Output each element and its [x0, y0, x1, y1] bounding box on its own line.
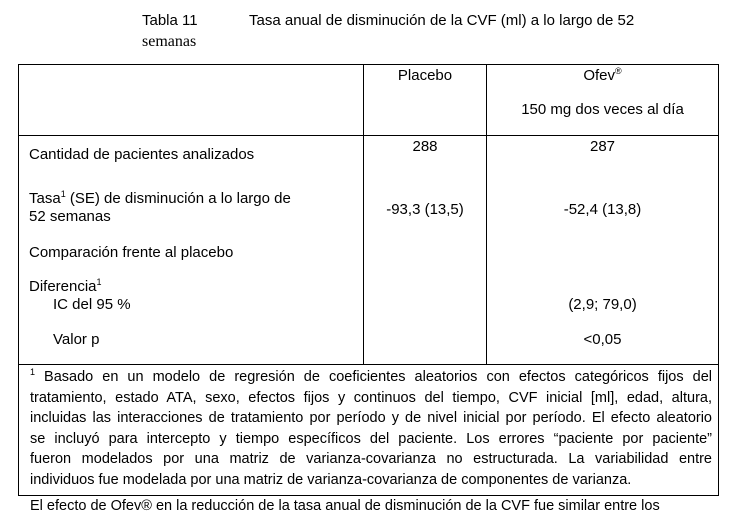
- footnote-line: se incluyó para intercepto y tiempo específicos del paciente. Los errores “paciente por paciente”: [30, 430, 712, 447]
- footnote-line: tratamiento, estado ATA, sexo, efectos fijos y continuos del tiempo, CVF inicial [ml], edad, altura,: [30, 389, 712, 406]
- registered-mark: ®: [615, 66, 622, 76]
- row-patients-ofev: 287: [589, 138, 616, 155]
- header-divider: [19, 135, 718, 136]
- footnote-line: fueron modelados por una matriz de varianza-covarianza no estructurada. La variabilidad entre: [30, 451, 712, 467]
- footnote-divider: [19, 364, 718, 365]
- footnote-line: individuos fue modelada por una matriz de varianza-covarianza de componentes de varianza.: [30, 471, 632, 488]
- table-footnote: [30, 367, 712, 490]
- footnote-marker: 1: [30, 367, 36, 377]
- header-ofev-dose: 150 mg dos veces al día: [521, 101, 684, 118]
- row-pvalue-label: Valor p: [53, 331, 100, 348]
- row-rate-placebo: -93,3 (13,5): [386, 201, 464, 218]
- header-ofev-name: Ofev: [583, 67, 616, 84]
- footnote-line: $^1$ Basado en un modelo de regresión de coeficientes aleatorios con efectos categóricos fijos del: [30, 367, 712, 385]
- header-ofev: [487, 67, 718, 84]
- table-title: Tasa anual de disminución de la CVF (ml) a lo largo de 52: [249, 12, 635, 29]
- row-pvalue-ofev: <0,05: [583, 331, 622, 348]
- table-title-continuation: semanas: [142, 33, 197, 50]
- row-ci-label: IC del 95 %: [53, 296, 131, 313]
- footnote-line: incluidas las interacciones de tratamiento por período y de nivel inicial por período. El efecto aleatorio: [30, 410, 712, 426]
- row-comparison-label: Comparación frente al placebo: [29, 244, 234, 261]
- row-rate-label-line2: 52 semanas: [29, 208, 111, 225]
- row-patients-label: Cantidad de pacientes analizados: [29, 146, 255, 163]
- row-difference-label: Diferencia$^1$: [29, 277, 102, 295]
- row-patients-placebo: 288: [412, 138, 438, 155]
- trailing-paragraph: El efecto de Ofev® en la reducción de la tasa anual de disminución de la CVF fue similar entre los: [30, 498, 660, 514]
- row-rate-ofev: -52,4 (13,8): [563, 201, 642, 218]
- header-placebo: Placebo: [397, 67, 453, 84]
- row-rate-label: Tasa$^1$ (SE) de disminución a lo largo de: [29, 189, 291, 207]
- table-number: Tabla 11: [142, 12, 198, 29]
- row-ci-ofev: (2,9; 79,0): [568, 296, 637, 313]
